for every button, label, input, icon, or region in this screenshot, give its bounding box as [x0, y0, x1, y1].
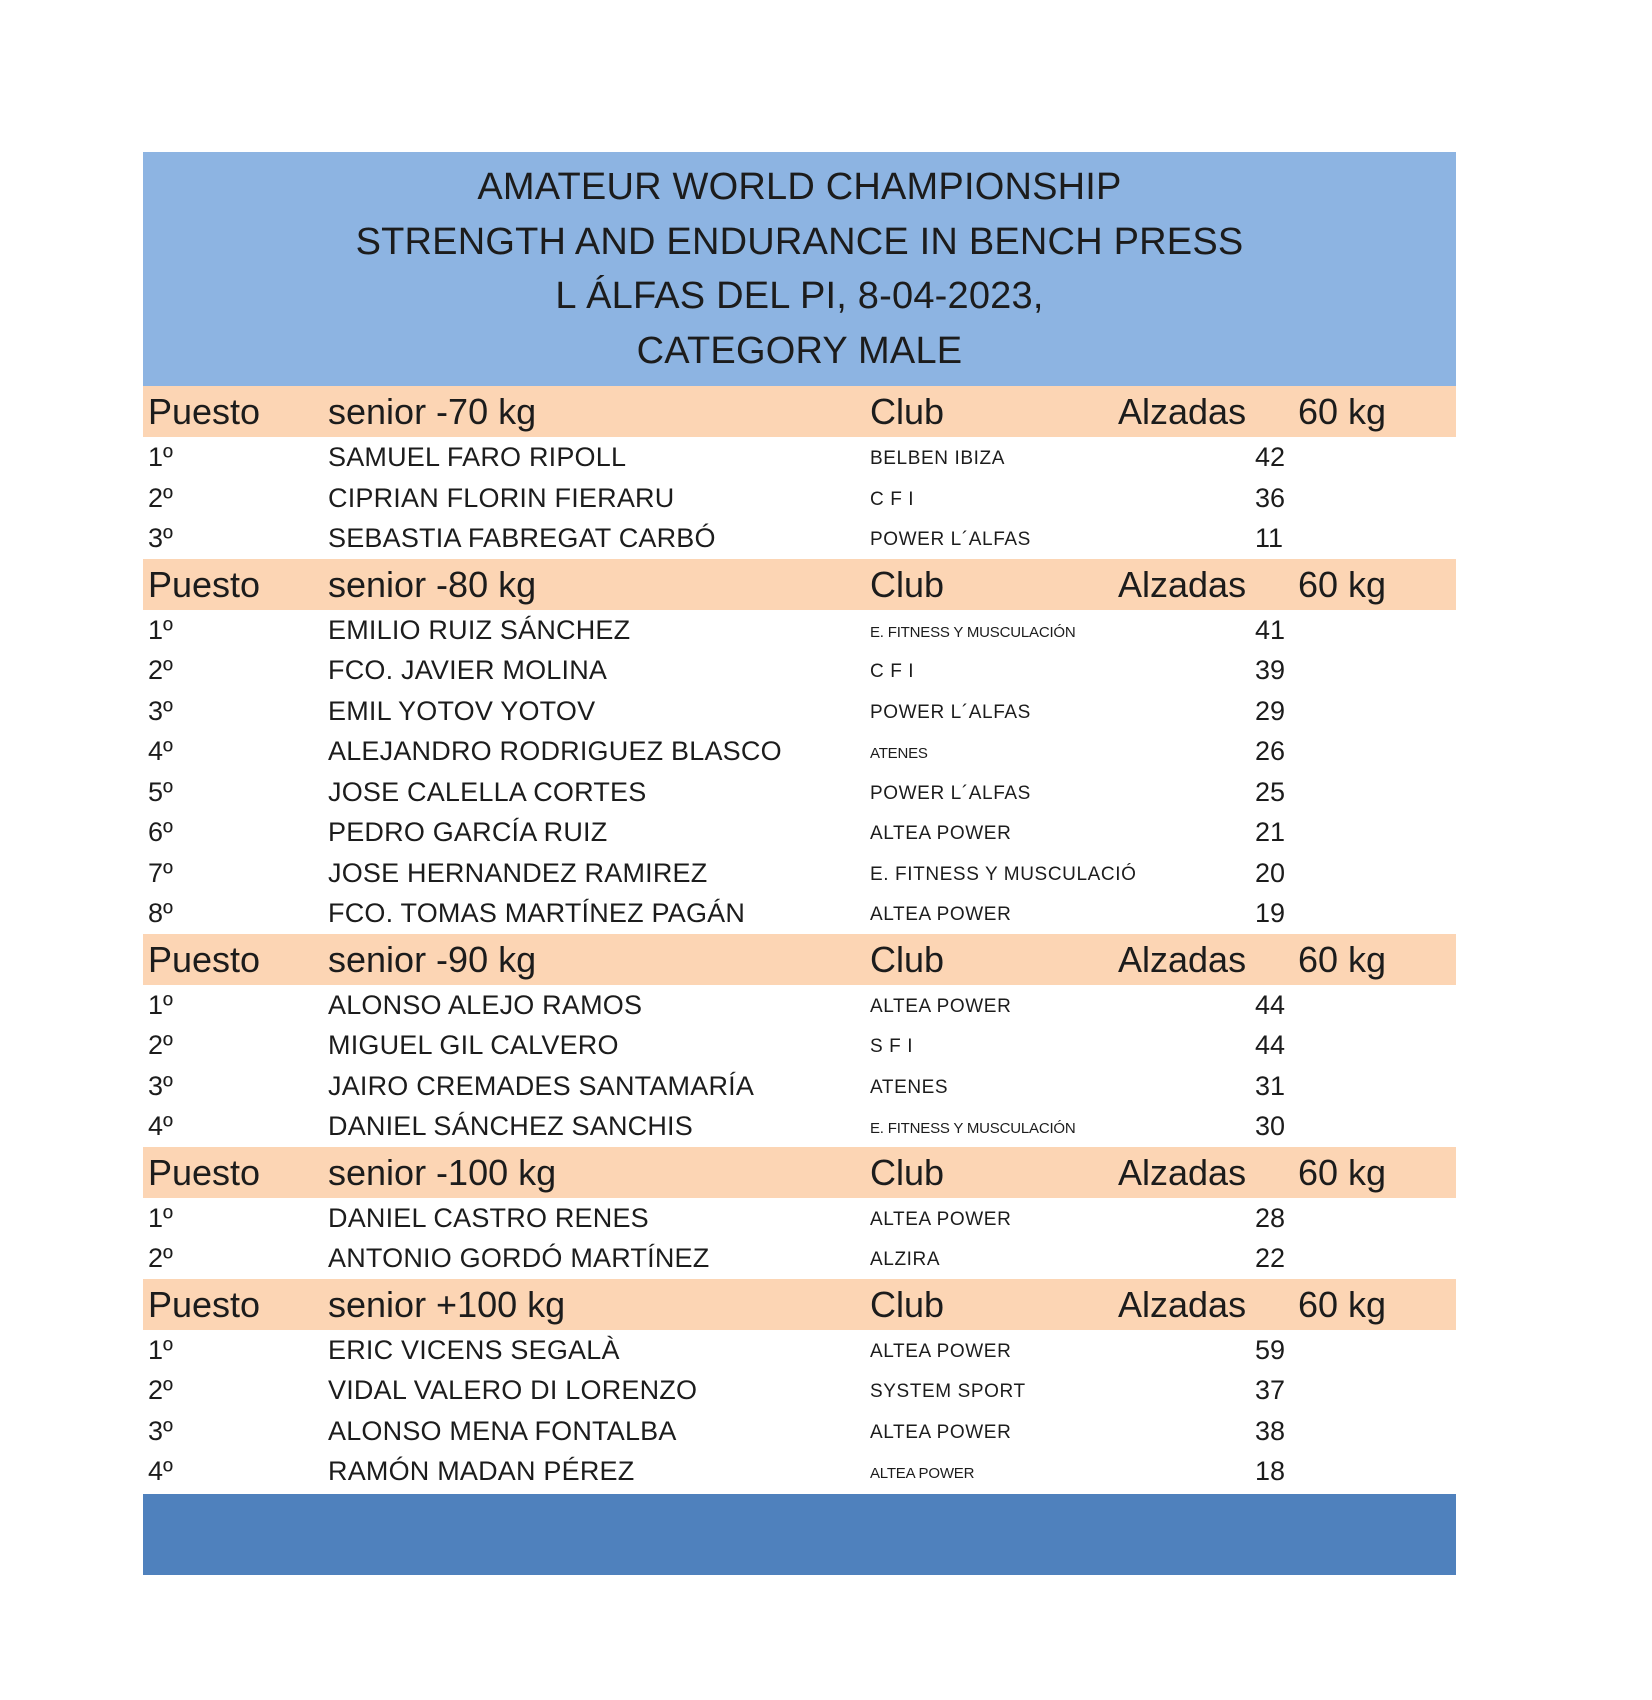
- position-cell: 5º: [148, 776, 173, 807]
- club-name: E. FITNESS Y MUSCULACIÓN: [870, 1120, 1076, 1137]
- header-club: Club: [870, 391, 945, 432]
- position-cell: 3º: [148, 1415, 173, 1446]
- position-cell: 3º: [148, 695, 173, 726]
- athlete-name: JOSE HERNANDEZ RAMIREZ: [328, 857, 708, 888]
- header-lifts: Alzadas: [1118, 1151, 1247, 1193]
- athlete-name: ALONSO MENA FONTALBA: [328, 1415, 677, 1446]
- club-name: ALTEA POWER: [870, 904, 1012, 925]
- footer-bar: [143, 1494, 1456, 1575]
- header-position: Puesto: [148, 938, 261, 980]
- header-position: Puesto: [148, 391, 261, 432]
- lifts-count: 18: [1255, 1456, 1286, 1486]
- athlete-name: FCO. JAVIER MOLINA: [328, 655, 608, 685]
- club-name: ALTEA POWER: [870, 1340, 1012, 1362]
- position-cell: 2º: [148, 482, 173, 513]
- lifts-count: 37: [1255, 1375, 1286, 1405]
- header-position: Puesto: [148, 1151, 261, 1193]
- category-name: senior -70 kg: [328, 391, 537, 432]
- club-name: ALTEA POWER: [870, 1421, 1012, 1443]
- athlete-name: MIGUEL GIL CALVERO: [328, 1030, 619, 1060]
- category-header: [143, 1279, 1456, 1330]
- athlete-name: DANIEL CASTRO RENES: [328, 1202, 649, 1233]
- category-header: [143, 1147, 1456, 1198]
- lifts-count: 25: [1255, 776, 1286, 807]
- category-name: senior -80 kg: [328, 563, 537, 605]
- header-club: Club: [870, 1283, 945, 1325]
- lifts-count: 59: [1255, 1334, 1286, 1365]
- lifts-count: 11: [1255, 523, 1284, 553]
- header-lifts: Alzadas: [1118, 391, 1247, 432]
- lifts-count: 19: [1255, 898, 1286, 928]
- athlete-name: VIDAL VALERO DI LORENZO: [328, 1375, 698, 1405]
- result-row: [143, 1066, 1456, 1107]
- position-cell: 4º: [148, 1111, 173, 1141]
- club-name: E. FITNESS Y MUSCULACIÓ: [870, 863, 1137, 885]
- result-row: [143, 812, 1456, 853]
- position-cell: 4º: [148, 1456, 173, 1486]
- position-cell: 6º: [148, 817, 173, 847]
- position-cell: 1º: [148, 1202, 173, 1233]
- title-block: [143, 152, 1456, 386]
- result-row: [143, 1411, 1456, 1452]
- result-row: [143, 437, 1456, 478]
- result-row: [143, 1370, 1456, 1411]
- lifts-count: 28: [1255, 1202, 1286, 1233]
- athlete-name: JAIRO CREMADES SANTAMARÍA: [328, 1070, 755, 1101]
- result-row: [143, 1330, 1456, 1371]
- athlete-name: SEBASTIA FABREGAT CARBÓ: [328, 523, 716, 553]
- result-row: [143, 1198, 1456, 1239]
- lifts-count: 26: [1255, 736, 1286, 766]
- result-row: [143, 1106, 1456, 1147]
- result-row: [143, 893, 1456, 934]
- athlete-name: JOSE CALELLA CORTES: [328, 776, 647, 807]
- position-cell: 2º: [148, 1030, 173, 1060]
- result-row: [143, 610, 1456, 651]
- header-position: Puesto: [148, 563, 261, 605]
- club-name: POWER L´ALFAS: [870, 529, 1031, 550]
- result-row: [143, 518, 1456, 559]
- club-name: ALTEA POWER: [870, 995, 1012, 1017]
- result-row: [143, 1238, 1456, 1279]
- position-cell: 1º: [148, 989, 173, 1020]
- club-name: ATENES: [870, 1076, 949, 1098]
- club-name: SYSTEM SPORT: [870, 1381, 1026, 1402]
- result-row: [143, 478, 1456, 519]
- athlete-name: PEDRO GARCÍA RUIZ: [328, 817, 608, 847]
- result-row: [143, 985, 1456, 1026]
- header-lifts: Alzadas: [1118, 563, 1247, 605]
- category-header: [143, 934, 1456, 985]
- lifts-count: 44: [1255, 1030, 1286, 1060]
- lifts-count: 41: [1255, 614, 1286, 645]
- position-cell: 1º: [148, 442, 173, 472]
- club-name: ALTEA POWER: [870, 1465, 975, 1482]
- lifts-count: 39: [1255, 655, 1286, 685]
- title-line-3: L ÁLFAS DEL PI, 8-04-2023,: [555, 275, 1044, 318]
- category-header: [143, 386, 1456, 437]
- category-header: [143, 559, 1456, 610]
- position-cell: 3º: [148, 1070, 173, 1101]
- club-name: S F I: [870, 1036, 914, 1057]
- lifts-count: 21: [1255, 817, 1286, 847]
- lifts-count: 36: [1255, 482, 1286, 513]
- athlete-name: DANIEL SÁNCHEZ SANCHIS: [328, 1111, 693, 1141]
- results-sheet: [143, 152, 1456, 1575]
- result-row: [143, 650, 1456, 691]
- header-weight: 60 kg: [1298, 1151, 1387, 1193]
- header-club: Club: [870, 938, 945, 980]
- lifts-count: 30: [1255, 1111, 1286, 1141]
- athlete-name: ANTONIO GORDÓ MARTÍNEZ: [328, 1243, 710, 1273]
- result-row: [143, 1451, 1456, 1492]
- club-name: C F I: [870, 488, 915, 510]
- header-weight: 60 kg: [1298, 938, 1387, 980]
- result-row: [143, 772, 1456, 813]
- lifts-count: 22: [1255, 1243, 1286, 1273]
- header-lifts: Alzadas: [1118, 1283, 1247, 1325]
- club-name: ALTEA POWER: [870, 1208, 1012, 1230]
- position-cell: 3º: [148, 523, 173, 553]
- athlete-name: FCO. TOMAS MARTÍNEZ PAGÁN: [328, 898, 746, 928]
- header-lifts: Alzadas: [1118, 938, 1247, 980]
- category-name: senior -90 kg: [328, 938, 537, 980]
- position-cell: 2º: [148, 1375, 173, 1405]
- athlete-name: ALEJANDRO RODRIGUEZ BLASCO: [328, 736, 782, 766]
- athlete-name: ERIC VICENS SEGALÀ: [328, 1334, 620, 1365]
- result-row: [143, 1025, 1456, 1066]
- lifts-count: 20: [1255, 857, 1286, 888]
- header-weight: 60 kg: [1298, 1283, 1387, 1325]
- lifts-count: 29: [1255, 695, 1286, 726]
- position-cell: 4º: [148, 736, 173, 766]
- club-name: ATENES: [870, 745, 928, 762]
- athlete-name: EMIL YOTOV YOTOV: [328, 695, 596, 726]
- club-name: C F I: [870, 661, 915, 682]
- title-line-2: STRENGTH AND ENDURANCE IN BENCH PRESS: [355, 220, 1244, 263]
- athlete-name: RAMÓN MADAN PÉREZ: [328, 1456, 635, 1486]
- athlete-name: SAMUEL FARO RIPOLL: [328, 442, 627, 472]
- title-line-4: CATEGORY MALE: [636, 330, 963, 373]
- header-weight: 60 kg: [1298, 391, 1387, 432]
- club-name: E. FITNESS Y MUSCULACIÓN: [870, 623, 1076, 641]
- position-cell: 8º: [148, 898, 173, 928]
- result-row: [143, 731, 1456, 772]
- lifts-count: 31: [1255, 1070, 1286, 1101]
- header-club: Club: [870, 563, 945, 605]
- lifts-count: 38: [1255, 1415, 1286, 1446]
- club-name: BELBEN IBIZA: [870, 448, 1005, 469]
- athlete-name: EMILIO RUIZ SÁNCHEZ: [328, 614, 631, 645]
- header-position: Puesto: [148, 1283, 261, 1325]
- results-table: [143, 386, 1456, 1492]
- header-club: Club: [870, 1151, 945, 1193]
- category-name: senior +100 kg: [328, 1283, 566, 1325]
- position-cell: 7º: [148, 857, 173, 888]
- lifts-count: 42: [1255, 442, 1286, 472]
- position-cell: 1º: [148, 1334, 173, 1365]
- club-name: POWER L´ALFAS: [870, 701, 1031, 723]
- header-weight: 60 kg: [1298, 563, 1387, 605]
- club-name: ALZIRA: [870, 1249, 941, 1270]
- position-cell: 1º: [148, 614, 173, 645]
- position-cell: 2º: [148, 655, 173, 685]
- lifts-count: 44: [1255, 989, 1286, 1020]
- result-row: [143, 691, 1456, 732]
- title-line-1: AMATEUR WORLD CHAMPIONSHIP: [477, 165, 1122, 208]
- athlete-name: ALONSO ALEJO RAMOS: [328, 989, 643, 1020]
- result-row: [143, 853, 1456, 894]
- club-name: ALTEA POWER: [870, 823, 1012, 844]
- position-cell: 2º: [148, 1243, 173, 1273]
- category-name: senior -100 kg: [328, 1151, 557, 1193]
- club-name: POWER L´ALFAS: [870, 782, 1031, 804]
- athlete-name: CIPRIAN FLORIN FIERARU: [328, 482, 675, 513]
